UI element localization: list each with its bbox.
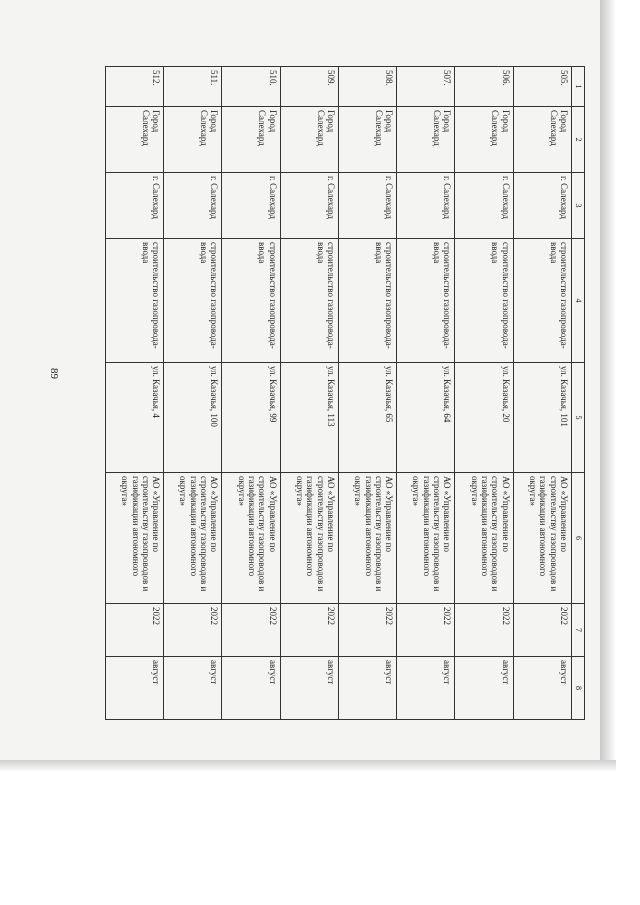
cell-month: август <box>280 657 338 720</box>
cell-address: ул. Казачья, 99 <box>222 363 280 473</box>
page-number <box>48 368 61 379</box>
cell-work: строительство газопровода-ввода <box>339 239 397 363</box>
table-row <box>339 67 397 720</box>
cell-locality: г. Салехард <box>513 173 571 239</box>
cell-locality: г. Салехард <box>222 173 280 239</box>
column-header: 1 <box>572 67 585 107</box>
cell-month: август <box>106 657 164 720</box>
cell-municipality: Город Салехард <box>339 107 397 173</box>
table-row <box>222 67 280 720</box>
column-header: 6 <box>572 473 585 604</box>
cell-number: 511. <box>164 67 222 107</box>
table-row <box>280 67 338 720</box>
cell-number: 509. <box>280 67 338 107</box>
cell-executor: АО «Управление по строительству газопроводов и газификации автономного округа» <box>222 473 280 604</box>
cell-work: строительство газопровода-ввода <box>513 239 571 363</box>
column-header: 8 <box>572 657 585 720</box>
cell-executor: АО «Управление по строительству газопроводов и газификации автономного округа» <box>397 473 455 604</box>
cell-month: август <box>339 657 397 720</box>
cell-locality: г. Салехард <box>164 173 222 239</box>
cell-municipality: Город Салехард <box>455 107 513 173</box>
cell-month: август <box>397 657 455 720</box>
column-header: 2 <box>572 107 585 173</box>
registry-table <box>105 66 585 720</box>
cell-municipality: Город Салехард <box>397 107 455 173</box>
cell-executor: АО «Управление по строительству газопроводов и газификации автономного округа» <box>513 473 571 604</box>
cell-municipality: Город Салехард <box>280 107 338 173</box>
cell-year: 2022 <box>455 604 513 657</box>
cell-work: строительство газопровода-ввода <box>455 239 513 363</box>
cell-municipality: Город Салехард <box>106 107 164 173</box>
cell-address: ул. Казачья, 101 <box>513 363 571 473</box>
cell-address: ул. Казачья, 100 <box>164 363 222 473</box>
table-body <box>106 67 572 720</box>
cell-work: строительство газопровода-ввода <box>222 239 280 363</box>
cell-locality: г. Салехард <box>397 173 455 239</box>
cell-number: 512. <box>106 67 164 107</box>
table-row <box>106 67 164 720</box>
cell-year: 2022 <box>106 604 164 657</box>
scan-shadow-right <box>600 0 616 768</box>
cell-locality: г. Салехард <box>455 173 513 239</box>
cell-year: 2022 <box>164 604 222 657</box>
cell-work: строительство газопровода-ввода <box>164 239 222 363</box>
table-header-row <box>572 67 585 720</box>
cell-month: август <box>455 657 513 720</box>
cell-month: август <box>222 657 280 720</box>
cell-address: ул. Казачья, 20 <box>455 363 513 473</box>
cell-locality: г. Салехард <box>339 173 397 239</box>
cell-year: 2022 <box>397 604 455 657</box>
cell-work: строительство газопровода-ввода <box>106 239 164 363</box>
cell-year: 2022 <box>222 604 280 657</box>
table-row <box>397 67 455 720</box>
cell-number: 507. <box>397 67 455 107</box>
cell-address: ул. Казачья, 113 <box>280 363 338 473</box>
cell-executor: АО «Управление по строительству газопроводов и газификации автономного округа» <box>455 473 513 604</box>
cell-address: ул. Казачья, 4 <box>106 363 164 473</box>
table-row <box>513 67 571 720</box>
table-row <box>455 67 513 720</box>
cell-year: 2022 <box>513 604 571 657</box>
column-header: 5 <box>572 363 585 473</box>
cell-number: 505. <box>513 67 571 107</box>
column-header: 3 <box>572 173 585 239</box>
cell-year: 2022 <box>280 604 338 657</box>
cell-executor: АО «Управление по строительству газопроводов и газификации автономного округа» <box>164 473 222 604</box>
cell-year: 2022 <box>339 604 397 657</box>
rotated-table-wrapper <box>120 66 586 690</box>
cell-work: строительство газопровода-ввода <box>280 239 338 363</box>
cell-work: строительство газопровода-ввода <box>397 239 455 363</box>
cell-number: 506. <box>455 67 513 107</box>
cell-month: август <box>513 657 571 720</box>
cell-municipality: Город Салехард <box>164 107 222 173</box>
cell-number: 510. <box>222 67 280 107</box>
column-header: 7 <box>572 604 585 657</box>
cell-locality: г. Салехард <box>106 173 164 239</box>
page-number-text: 89 <box>48 368 60 379</box>
cell-month: август <box>164 657 222 720</box>
cell-municipality: Город Салехард <box>513 107 571 173</box>
cell-locality: г. Салехард <box>280 173 338 239</box>
cell-executor: АО «Управление по строительству газопроводов и газификации автономного округа» <box>106 473 164 604</box>
cell-address: ул. Казачья, 64 <box>397 363 455 473</box>
column-header: 4 <box>572 239 585 363</box>
cell-number: 508. <box>339 67 397 107</box>
cell-address: ул. Казачья, 65 <box>339 363 397 473</box>
cell-executor: АО «Управление по строительству газопроводов и газификации автономного округа» <box>339 473 397 604</box>
scan-shadow-bottom <box>0 760 616 772</box>
table-row <box>164 67 222 720</box>
cell-executor: АО «Управление по строительству газопроводов и газификации автономного округа» <box>280 473 338 604</box>
cell-municipality: Город Салехард <box>222 107 280 173</box>
